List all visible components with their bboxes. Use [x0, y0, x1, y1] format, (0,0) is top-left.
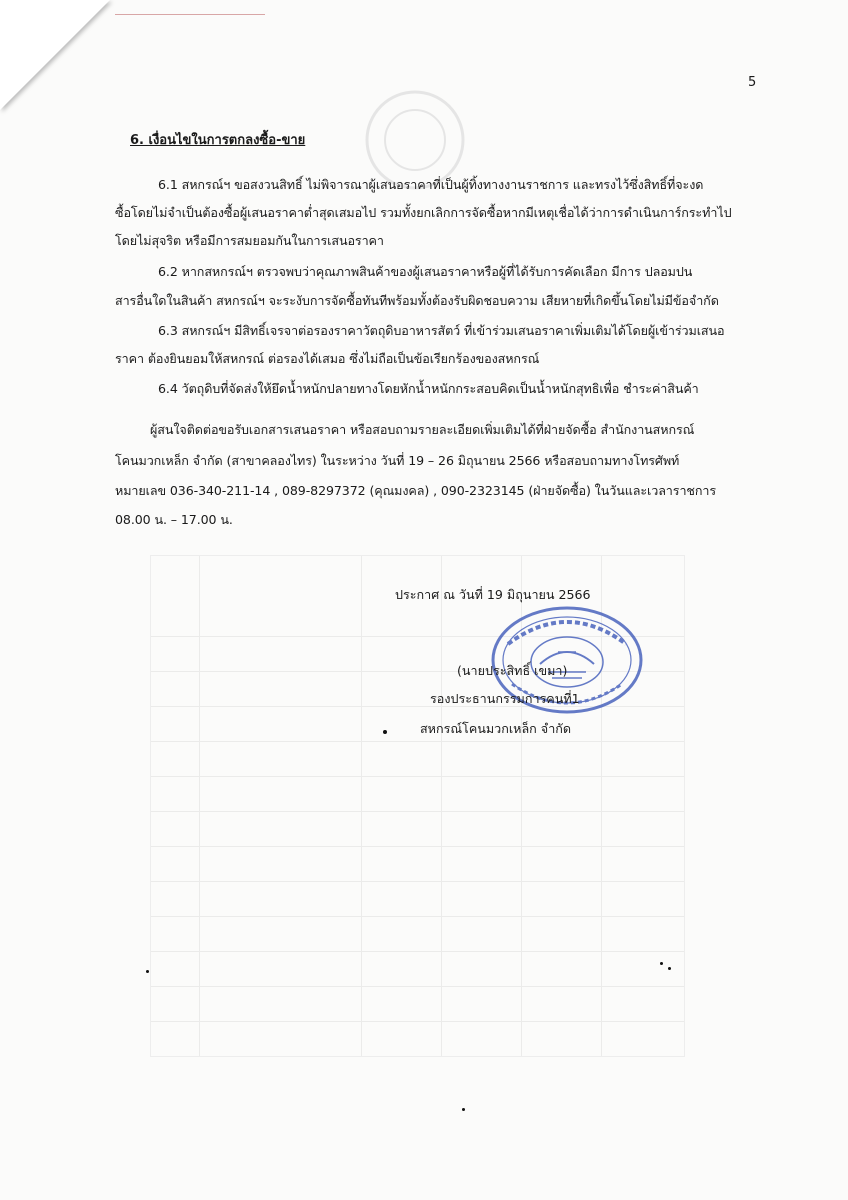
clause-6-4-line-1: 6.4 วัตถุดิบที่จัดส่งให้ยึดน้ำหนักปลายทางโดยหักน้ำหนักกระสอบคิดเป็นน้ำหนักสุทธิเพื่อ ชำระค่าสินค้า: [158, 381, 699, 396]
clause-6-1-line-3: โดยไม่สุจริต หรือมีการสมยอมกันในการเสนอราคา: [115, 233, 384, 248]
clause-6-1-line-1: 6.1 สหกรณ์ฯ ขอสงวนสิทธิ์ ไม่พิจารณาผู้เสนอราคาที่เป็นผู้ทิ้งทางงานราชการ และทรงไว้ซึ่งสิทธิ์ที่จะงด: [158, 177, 704, 192]
ink-speck: [383, 730, 387, 734]
clause-6-3-line-1: 6.3 สหกรณ์ฯ มีสิทธิ์เจรจาต่อรองราคาวัตถุดิบอาหารสัตว์ ที่เข้าร่วมเสนอราคาเพิ่มเติมได้โดยผู้เข้าร่วมเสนอ: [158, 323, 725, 338]
clause-6-3-line-2: ราคา ต้องยินยอมให้สหกรณ์ ต่อรองได้เสมอ ซึ่งไม่ถือเป็นข้อเรียกร้องของสหกรณ์: [115, 351, 540, 366]
ink-speck: [462, 1108, 465, 1111]
page-number: 5: [748, 75, 757, 90]
announcement-date: ประกาศ ณ วันที่ 19 มิถุนายน 2566: [395, 587, 591, 602]
contact-line-3: หมายเลข 036-340-211-14 , 089-8297372 (คุณมงคล) , 090-2323145 (ฝ่ายจัดซื้อ) ในวันและเวลาราชการ: [115, 483, 717, 498]
signer-organization: สหกรณ์โคนมวกเหล็ก จำกัด: [420, 721, 572, 736]
clause-6-2-line-1: 6.2 หากสหกรณ์ฯ ตรวจพบว่าคุณภาพสินค้าของผู้เสนอราคาหรือผู้ที่ได้รับการคัดเลือก มีการ ปลอมปน: [158, 264, 693, 279]
section-heading: 6. เงื่อนไขในการตกลงซื้อ-ขาย: [130, 133, 306, 148]
ink-speck: [146, 970, 149, 973]
folded-corner: [0, 0, 110, 110]
signer-name: (นายประสิทธิ์ เขมา): [457, 663, 568, 678]
clause-6-1-line-2: ซื้อโดยไม่จำเป็นต้องซื้อผู้เสนอราคาต่ำสุดเสมอไป รวมทั้งยกเลิกการจัดซื้อหากมีเหตุเชื่อได้ว่าการดำเนินการ์กระทำไป: [115, 205, 732, 220]
ink-speck: [660, 962, 663, 965]
contact-line-2: โคนมวกเหล็ก จำกัด (สาขาคลองไทร) ในระหว่าง วันที่ 19 – 26 มิถุนายน 2566 หรือสอบถามทางโทรศัพท์: [115, 453, 680, 468]
fold-edge-line: [115, 14, 265, 15]
contact-line-1: ผู้สนใจติดต่อขอรับเอกสารเสนอราคา หรือสอบถามรายละเอียดเพิ่มเติมได้ที่ฝ่ายจัดซื้อ สำนักงานสหกรณ์: [150, 422, 695, 437]
clause-6-2-line-2: สารอื่นใดในสินค้า สหกรณ์ฯ จะระงับการจัดซื้อทันทีพร้อมทั้งต้องรับผิดชอบความ เสียหายที่เกิดขึ้นโดยไม่มีข้อจำกัด: [115, 293, 719, 308]
contact-line-4: 08.00 น. – 17.00 น.: [115, 512, 233, 527]
signer-position: รองประธานกรรมการคนที่1: [430, 691, 580, 706]
ink-speck: [668, 967, 671, 970]
